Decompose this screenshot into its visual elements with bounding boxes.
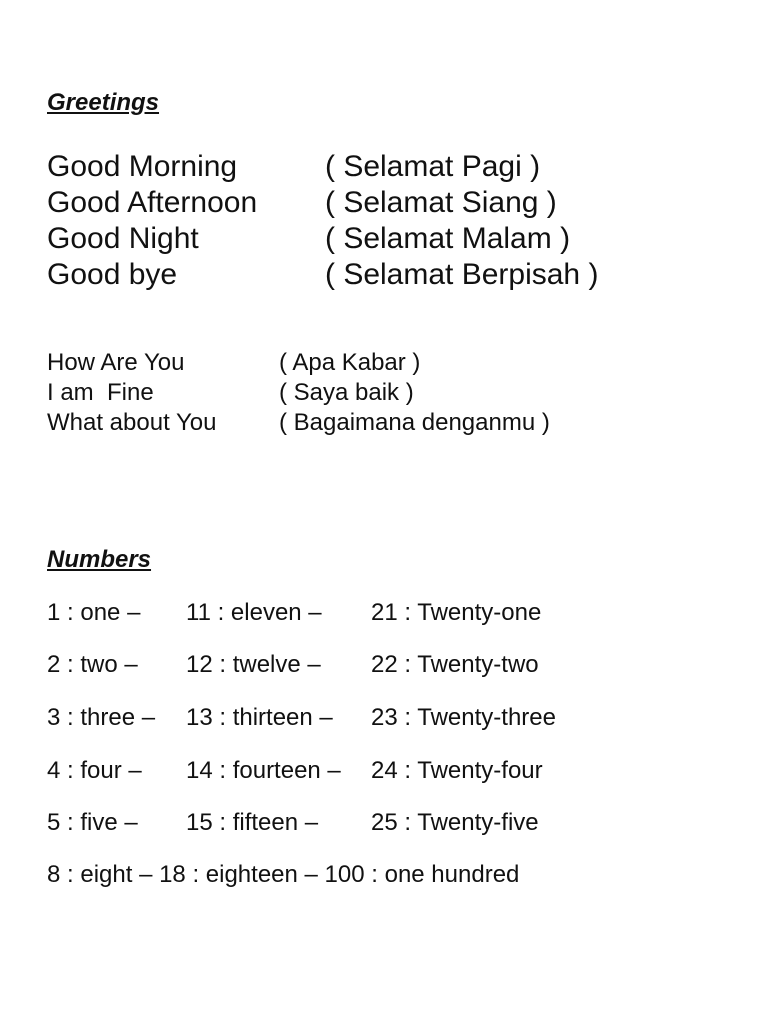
greeting-indonesian: ( Selamat Siang ) [325,186,557,219]
number-entry: 4 : four – [47,757,142,784]
number-entry: 22 : Twenty-two [371,651,539,678]
phrase-english: What about You [47,409,217,436]
number-entry: 2 : two – [47,651,138,678]
numbers-heading: Numbers [47,546,152,573]
number-entry: 11 : eleven – [186,599,322,626]
greetings-heading: Greetings [47,89,160,116]
phrase-english: I am Fine [47,379,154,406]
number-entry: 21 : Twenty-one [371,599,542,626]
phrase-indonesian: ( Saya baik ) [279,379,414,406]
number-entry: 3 : three – [47,704,156,731]
number-entry: 23 : Twenty-three [371,704,556,731]
number-entry: 13 : thirteen – [186,704,333,731]
number-entry: 14 : fourteen – [186,757,341,784]
number-entry: 25 : Twenty-five [371,809,539,836]
number-entry: 5 : five – [47,809,138,836]
number-entry: 12 : twelve – [186,651,321,678]
number-entry: 15 : fifteen – [186,809,319,836]
greeting-indonesian: ( Selamat Malam ) [325,222,571,255]
number-entry: 1 : one – [47,599,141,626]
greeting-english: Good bye [47,258,178,291]
number-entry: 24 : Twenty-four [371,757,543,784]
number-entry: 8 : eight – 18 : eighteen – 100 : one hundred [47,861,520,888]
phrase-english: How Are You [47,349,185,376]
greeting-indonesian: ( Selamat Pagi ) [325,150,541,183]
greeting-english: Good Morning [47,150,238,183]
greeting-english: Good Afternoon [47,186,258,219]
greeting-english: Good Night [47,222,199,255]
phrase-indonesian: ( Bagaimana denganmu ) [279,409,550,436]
greeting-indonesian: ( Selamat Berpisah ) [325,258,599,291]
phrase-indonesian: ( Apa Kabar ) [279,349,421,376]
